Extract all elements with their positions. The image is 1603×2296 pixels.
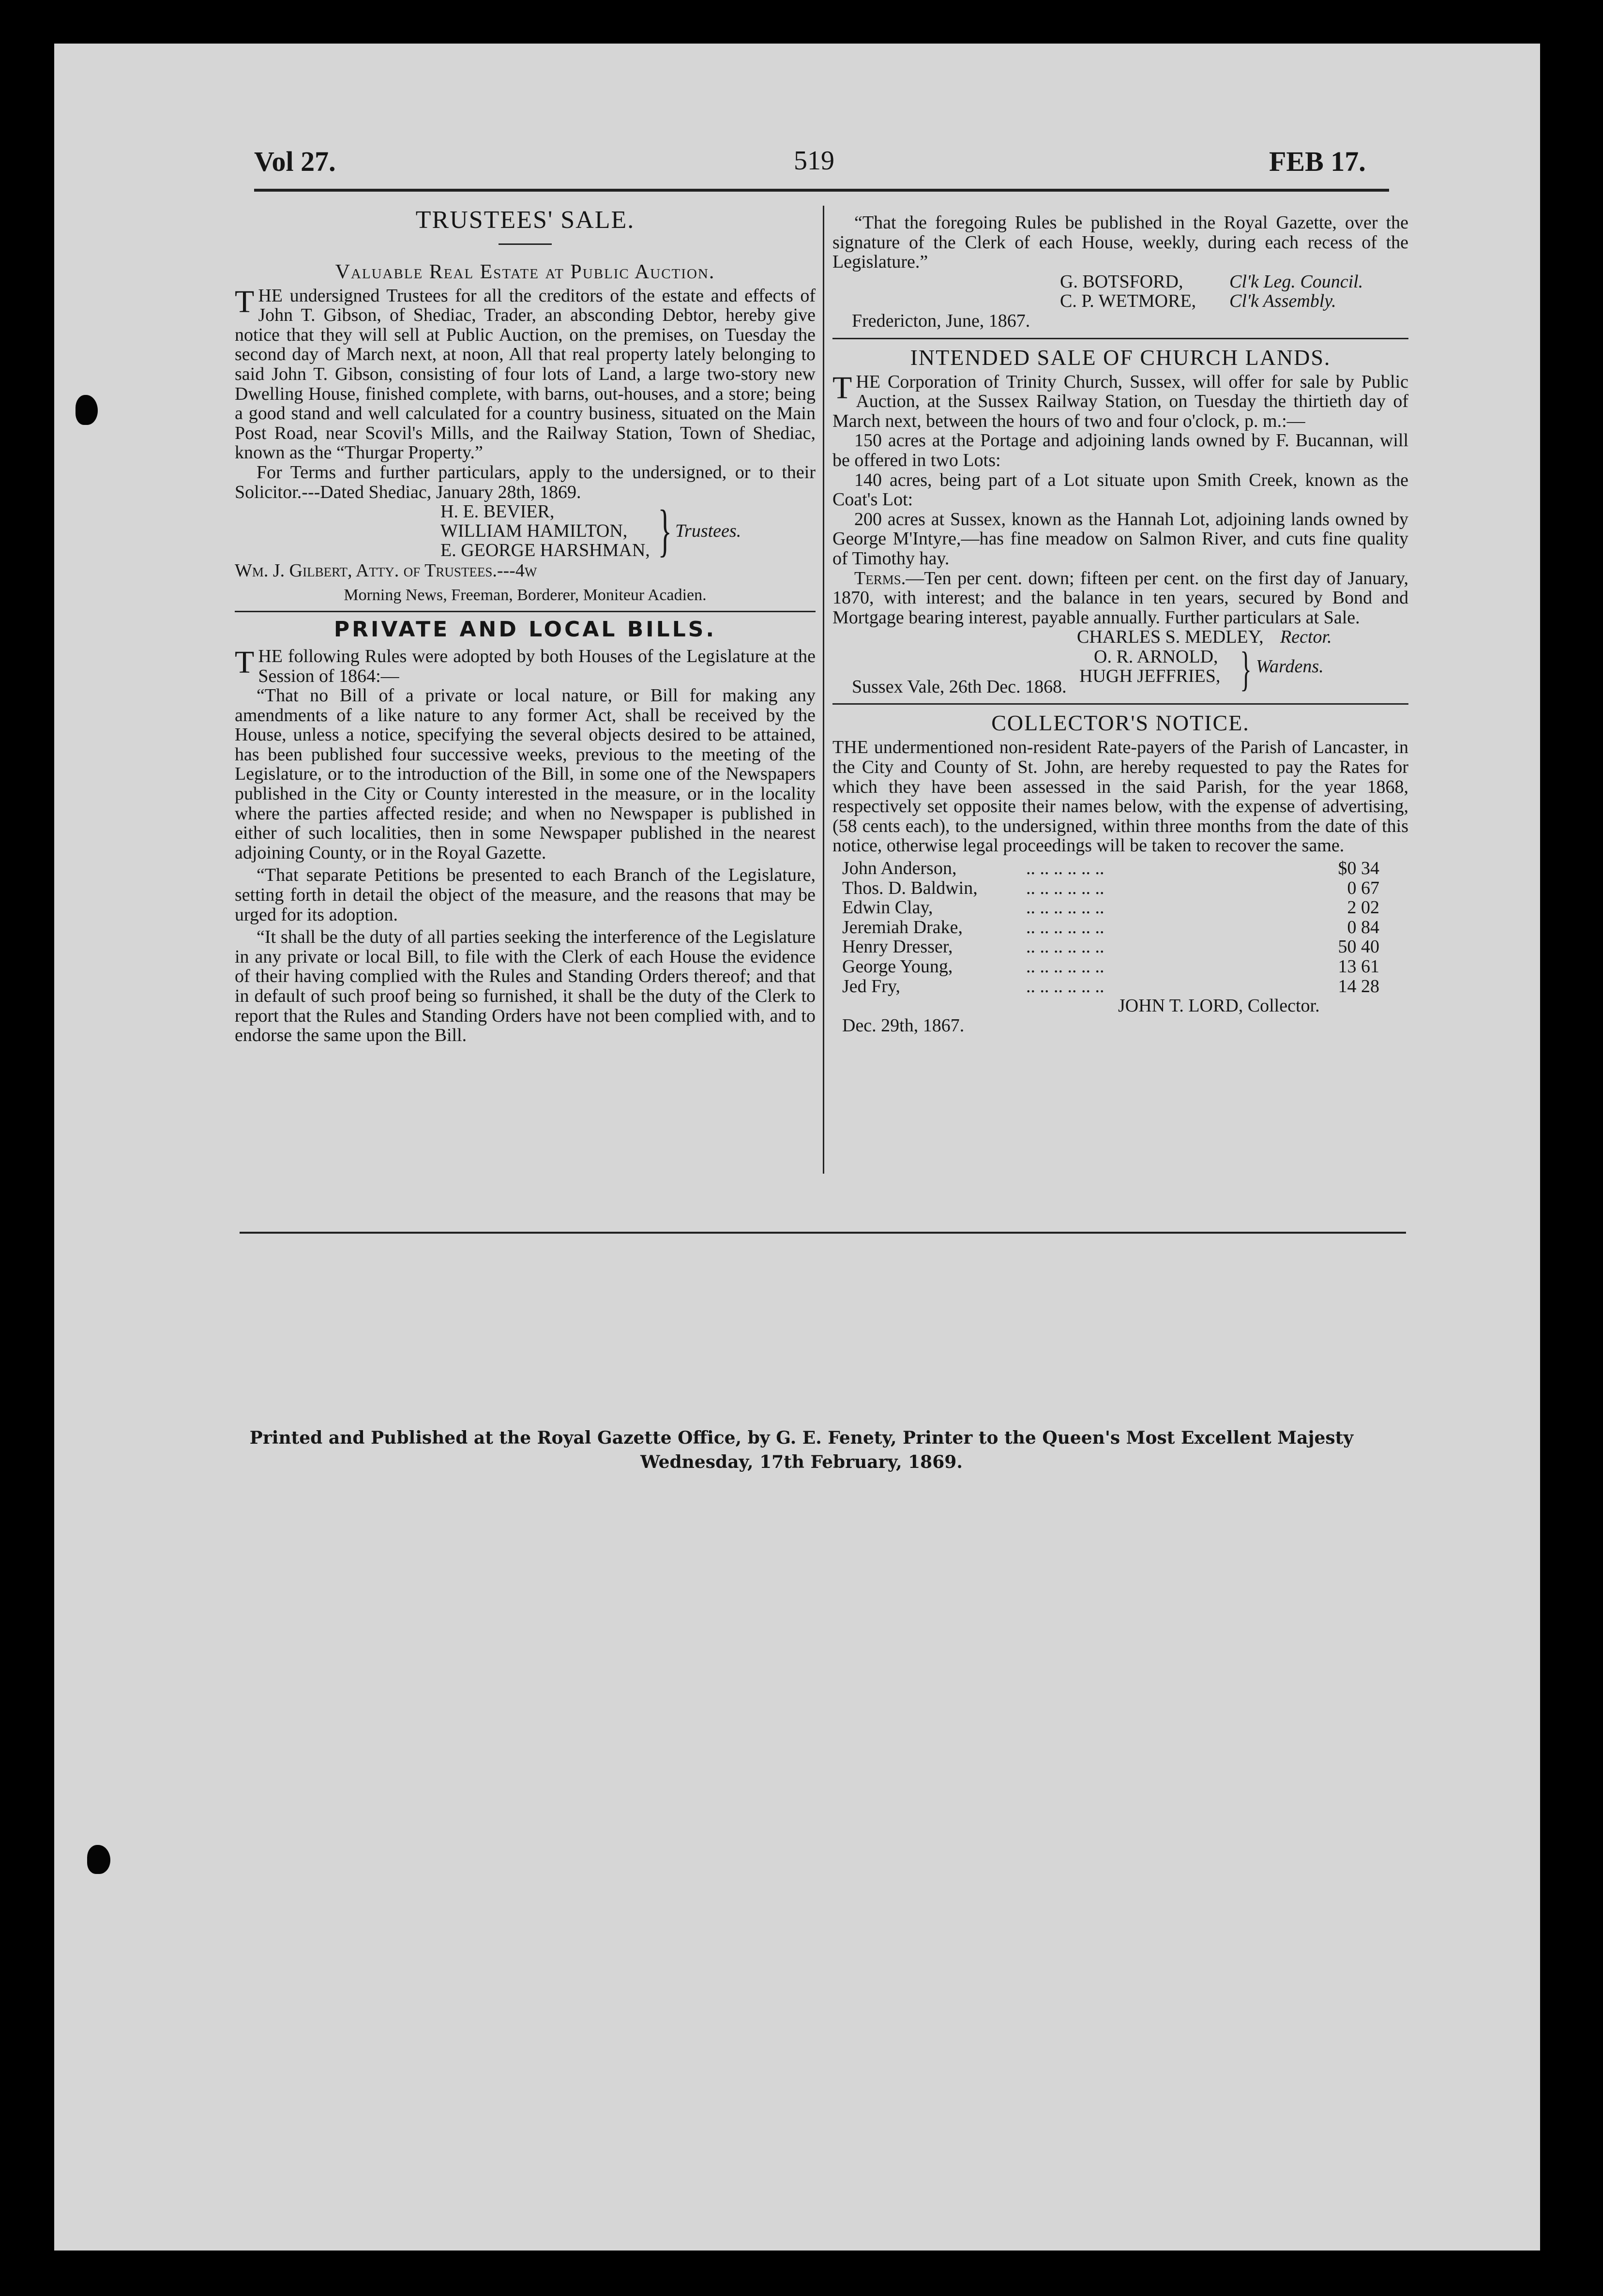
signer-name: H. E. BEVIER, — [440, 501, 555, 522]
clerk-title: Cl'k Leg. Council. — [1229, 271, 1363, 292]
newspapers-line: Morning News, Freeman, Borderer, Moniteur Acadien. — [344, 586, 707, 604]
collectors-notice-body: THE undermentioned non-resident Rate-payers of the Parish of Lancaster, in the City and County of St. John, are hereby requested to pay the Rates for which they have been assessed in the said Parish, for the year 1868, respectively set opposite their names below, with the expense of advertising, (58 cents each), to the undersigned, within three months from the date of this notice, otherwise legal proceedings will be taken to recover the same. — [832, 737, 1408, 856]
amount: 13 61 — [1338, 956, 1379, 977]
rule-paragraph: “It shall be the duty of all parties seeking the interference of the Legislature in any private or local Bill, to file with the Clerk of each House the evidence of their having complied with the Rules and Standing Orders thereof; and that in default of such proof being so furnished, it shall be the duty of the Clerk to report that the Rules and Standing Orders have not been complied with, and to endorse the same upon the Bill. — [235, 927, 816, 1046]
ink-blot — [76, 395, 98, 425]
church-lands-title: INTENDED SALE OF CHURCH LANDS. — [910, 345, 1331, 370]
trustees-sale-terms: For Terms and further particulars, apply to the undersigned, or to their Solicitor.---Dated Shediac, January 28th, 1869. — [235, 462, 816, 502]
brace-symbol: } — [658, 498, 672, 563]
ratepayer-name: George Young, — [842, 956, 953, 977]
clerk-title: Cl'k Assembly. — [1229, 291, 1336, 312]
terms-paragraph — [832, 569, 1408, 628]
terms-label: Terms. — [854, 568, 906, 589]
place-date: Sussex Vale, 26th Dec. 1868. — [852, 676, 1067, 697]
trustees-sale-text: HE undersigned Trustees for all the creditors of the estate and effects of John T. Gibson, of Shediac, Trader, an absconding Debtor, hereby give notice that they will sell at Public Auction, on the premises, on Tuesday the second day of March next, at noon, All that real property lately belonging to said John T. Gibson, consisting of four lots of Land, a large two-story new Dwelling House, finished complete, with barns, out-houses, and a store; being a good stand and well calculated for a country business, situated on the Main Post Road, near Scovil's Mills, and the Railway Station, Town of Shediac, known as the “Thurgar Property.” — [235, 285, 816, 463]
column-divider — [823, 206, 824, 1174]
issue-date: FEB 17. — [1269, 146, 1366, 177]
divider — [499, 243, 552, 245]
lot-paragraph: 140 acres, being part of a Lot situate upon Smith Creek, known as the Coat's Lot: — [832, 469, 1408, 510]
dot-leader: .. .. .. .. .. .. — [1026, 937, 1104, 957]
left-column — [235, 206, 816, 1045]
trustees-sale-body — [235, 286, 816, 463]
signers-role: Trustees. — [675, 521, 741, 542]
publication-date: Wednesday, 17th February, 1869. — [640, 1452, 963, 1472]
amount: 0 67 — [1347, 877, 1379, 898]
imprint-line: Printed and Published at the Royal Gazette Office, by G. E. Fenety, Printer to the Queen's Most Excellent Majesty — [249, 1428, 1354, 1448]
amount: $0 34 — [1338, 858, 1379, 879]
drop-cap: T — [235, 284, 255, 319]
ratepayer-name: Edwin Clay, — [842, 897, 933, 918]
trustees-sale-title: TRUSTEES' SALE. — [415, 206, 635, 234]
list-item — [832, 898, 1408, 918]
ratepayer-name: Jeremiah Drake, — [842, 917, 963, 937]
brace-symbol: } — [1240, 641, 1252, 695]
drop-cap: T — [832, 370, 852, 406]
list-item — [832, 977, 1408, 997]
collector-signature — [832, 996, 1408, 1016]
rule-paragraph: “That no Bill of a private or local nature, or Bill for making any amendments of a like nature to any former Act, shall be received by the House, unless a notice, specifying the several objects desired to be attained, has been published four successive weeks, previous to the meeting of the Legislature, or to the introduction of the Bill, in some one of the Newspapers published in the City or County interested in the measure, or in the locality where the parties affected reside; and when no Newspaper is published in either of such localities, then in some Newspaper published in the nearest adjoining County, or in the Royal Gazette. — [235, 685, 816, 863]
dot-leader: .. .. .. .. .. .. — [1026, 877, 1104, 898]
lot-paragraph: 200 acres at Sussex, known as the Hannah Lot, adjoining lands owned by George M'Intyre,—has fine meadow on Salmon River, and cuts fine quality of Timothy hay. — [832, 509, 1408, 569]
trustees-signatures — [235, 498, 816, 563]
signer-name: WILLIAM HAMILTON, — [440, 521, 628, 542]
clerk-signature — [832, 272, 1408, 292]
rector-name: CHARLES S. MEDLEY, — [1077, 627, 1264, 648]
amount: 14 28 — [1338, 976, 1379, 997]
section-rule — [832, 338, 1408, 339]
rules-continued-text: “That the foregoing Rules be published in the Royal Gazette, over the signature of the Clerk of each House, weekly, during each recess of the Legislature.” — [832, 212, 1408, 272]
warden-name: HUGH JEFFRIES, — [1079, 665, 1221, 686]
list-item — [832, 859, 1408, 878]
rule-paragraph: “That separate Petitions be presented to each Branch of the Legislature, setting forth in detail the object of the measure, and the reasons that may be urged for its adoption. — [235, 865, 816, 925]
dot-leader: .. .. .. .. .. .. — [1026, 956, 1104, 977]
church-lands-intro-text: HE Corporation of Trinity Church, Sussex, will offer for sale by Public Auction, at the Sussex Railway Station, on Tuesday the thirtieth day of March next, between the hours of two and four o'clock, p. m.:— — [832, 371, 1408, 431]
ratepayer-name: Henry Dresser, — [842, 937, 953, 957]
drop-cap: T — [235, 644, 255, 680]
ink-blot — [87, 1845, 110, 1874]
trustees-sale-subtitle: Valuable Real Estate at Public Auction. — [335, 261, 715, 283]
warden-name: O. R. ARNOLD, — [1094, 646, 1218, 667]
amount: 2 02 — [1347, 897, 1379, 918]
dot-leader: .. .. .. .. .. .. — [1026, 976, 1104, 997]
header-rule — [254, 189, 1389, 192]
clerk-name: C. P. WETMORE, — [1060, 291, 1196, 312]
list-item — [832, 937, 1408, 957]
section-rule — [235, 611, 816, 612]
collectors-notice-title: COLLECTOR'S NOTICE. — [991, 710, 1250, 736]
signer-name: E. GEORGE HARSHMAN, — [440, 540, 650, 561]
place-date: Fredericton, June, 1867. — [852, 310, 1030, 331]
ratepayer-list — [832, 859, 1408, 996]
ratepayer-name: Thos. D. Baldwin, — [842, 877, 978, 898]
ratepayer-name: John Anderson, — [842, 858, 957, 879]
amount: 0 84 — [1347, 917, 1379, 937]
right-column — [832, 213, 1408, 1035]
bottom-rule — [240, 1232, 1406, 1234]
private-bills-intro-text: HE following Rules were adopted by both Houses of the Legislature at the Session of 1864:— — [258, 646, 816, 686]
collector-name: JOHN T. LORD, Collector. — [1118, 996, 1320, 1016]
dot-leader: .. .. .. .. .. .. — [1026, 858, 1104, 879]
wardens-signature — [832, 641, 1408, 695]
list-item — [832, 878, 1408, 898]
amount: 50 40 — [1338, 937, 1379, 957]
dot-leader: .. .. .. .. .. .. — [1026, 917, 1104, 937]
notice-date: Dec. 29th, 1867. — [842, 1015, 965, 1036]
terms-text: —Ten per cent. down; fifteen per cent. on the first day of January, 1870, with interest; and the balance in ten years, secured by Bond and Mortgage bearing interest, payable annually. Further particulars at Sale. — [832, 568, 1408, 628]
ratepayer-name: Jed Fry, — [842, 976, 900, 997]
rector-role: Rector. — [1280, 627, 1332, 648]
dot-leader: .. .. .. .. .. .. — [1026, 897, 1104, 918]
private-bills-title: PRIVATE AND LOCAL BILLS. — [333, 617, 717, 642]
list-item — [832, 957, 1408, 977]
private-bills-intro — [235, 644, 816, 686]
section-rule — [832, 703, 1408, 705]
attorney-line — [235, 561, 816, 581]
wardens-role: Wardens. — [1256, 656, 1324, 677]
list-item — [832, 918, 1408, 937]
lot-paragraph: 150 acres at the Portage and adjoining lands owned by F. Bucannan, will be offered in two Lots: — [832, 430, 1408, 470]
church-lands-intro — [832, 372, 1408, 431]
attorney-text: Wm. J. Gilbert, Atty. of Trustees.---4w — [235, 560, 537, 581]
page-number: 519 — [794, 146, 834, 176]
volume-number: Vol 27. — [254, 146, 336, 177]
clerk-signature — [832, 291, 1408, 311]
rector-signature — [832, 627, 1408, 647]
clerk-name: G. BOTSFORD, — [1060, 271, 1183, 292]
